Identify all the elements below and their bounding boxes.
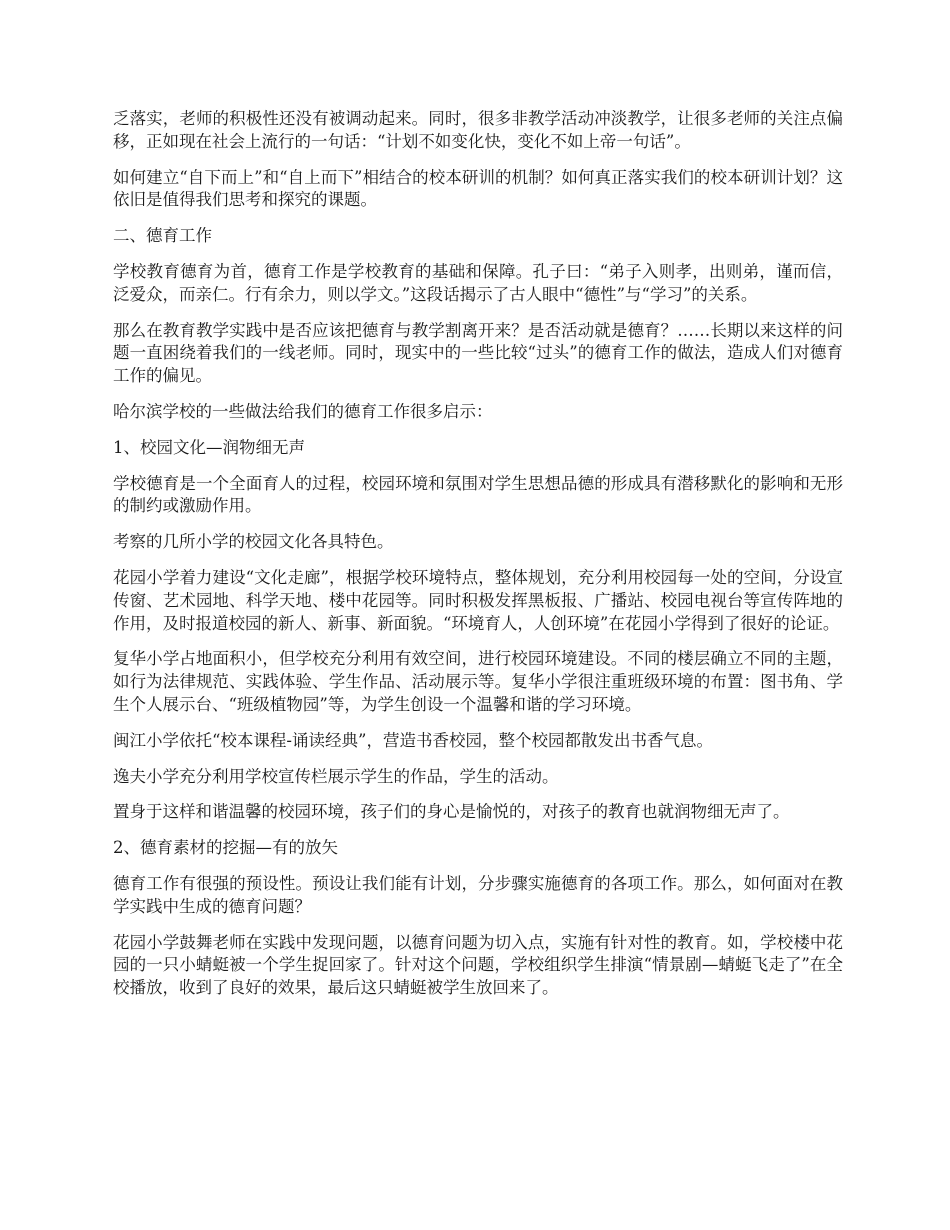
- subheading-moral-material: 2、德育素材的挖掘—有的放矢: [113, 838, 338, 858]
- paragraph-huayuan-school: 花园小学着力建设“文化走廊”，根据学校环境特点，整体规划，充分利用校园每一处的空间，分设宣传窗、艺术园地、科学天地、楼中花园等。同时积极发挥黑板报、广播站、校园电视台等宣传阵地的作用，及时报道校园的新人、新事、新面貌。“环境育人，人创环境”在花园小学得到了很好的论证。: [113, 567, 843, 633]
- paragraph-campus-environment: 学校德育是一个全面育人的过程，校园环境和氛围对学生思想品德的形成具有潜移默化的影响和无形的制约或激励作用。: [113, 473, 843, 516]
- paragraph-schools-features: 考察的几所小学的校园文化各具特色。: [113, 532, 394, 552]
- paragraph-presupposition: 德育工作有很强的预设性。预设让我们能有计划，分步骤实施德育的各项工作。那么，如何面对在教学实践中生成的德育问题？: [113, 873, 843, 916]
- paragraph-dragonfly-example: 花园小学鼓舞老师在实践中发现问题，以德育问题为切入点，实施有针对性的教育。如，学校楼中花园的一只小蜻蜓被一个学生捉回家了。针对这个问题，学校组织学生排演“情景剧—蜻蜓飞走了”在全校播放，收到了良好的效果，最后这只蜻蜓被学生放回来了。: [113, 932, 843, 998]
- paragraph-confucius-quote: 学校教育德育为首，德育工作是学校教育的基础和保障。孔子曰：“弟子入则孝，出则弟，谨而信，泛爱众，而亲仁。行有余力，则以学文。”这段话揭示了古人眼中“德性”与“学习”的关系。: [113, 261, 843, 304]
- paragraph-harmonious-environment: 置身于这样和谐温馨的校园环境，孩子们的身心是愉悦的，对孩子的教育也就润物细无声了。: [113, 802, 790, 822]
- paragraph-teaching-separation: 那么在教育教学实践中是否应该把德育与教学割离开来？是否活动就是德育？……长期以来这样的问题一直困绕着我们的一线老师。同时，现实中的一些比较“过头”的德育工作的做法，造成人们对德育工作的偏见。: [113, 320, 843, 386]
- paragraph-harbin-inspiration: 哈尔滨学校的一些做法给我们的德育工作很多启示：: [113, 401, 493, 421]
- paragraph-mechanism-question: 如何建立“自下而上”和“自上而下”相结合的校本研训的机制？如何真正落实我们的校本研训计划？这依旧是值得我们思考和探究的课题。: [113, 167, 843, 210]
- subheading-campus-culture: 1、校园文化—润物细无声: [113, 437, 305, 457]
- section-heading-moral-education: 二、德育工作: [113, 226, 212, 246]
- document-page: [113, 108, 843, 1013]
- paragraph-fuhua-school: 复华小学占地面积小，但学校充分利用有效空间，进行校园环境建设。不同的楼层确立不同的主题，如行为法律规范、实践体验、学生作品、活动展示等。复华小学很注重班级环境的布置：图书角、学生个人展示台、“班级植物园”等，为学生创设一个温馨和谐的学习环境。: [113, 649, 843, 714]
- paragraph-minjiang-school: 闽江小学依托“校本课程-诵读经典”，营造书香校园，整个校园都散发出书香气息。: [113, 730, 713, 750]
- paragraph-implementation: 乏落实，老师的积极性还没有被调动起来。同时，很多非教学活动冲淡教学，让很多老师的关注点偏移，正如现在社会上流行的一句话：“计划不如变化快，变化不如上帝一句话”。: [113, 109, 843, 151]
- paragraph-yifu-school: 逸夫小学充分利用学校宣传栏展示学生的作品，学生的活动。: [113, 766, 559, 786]
